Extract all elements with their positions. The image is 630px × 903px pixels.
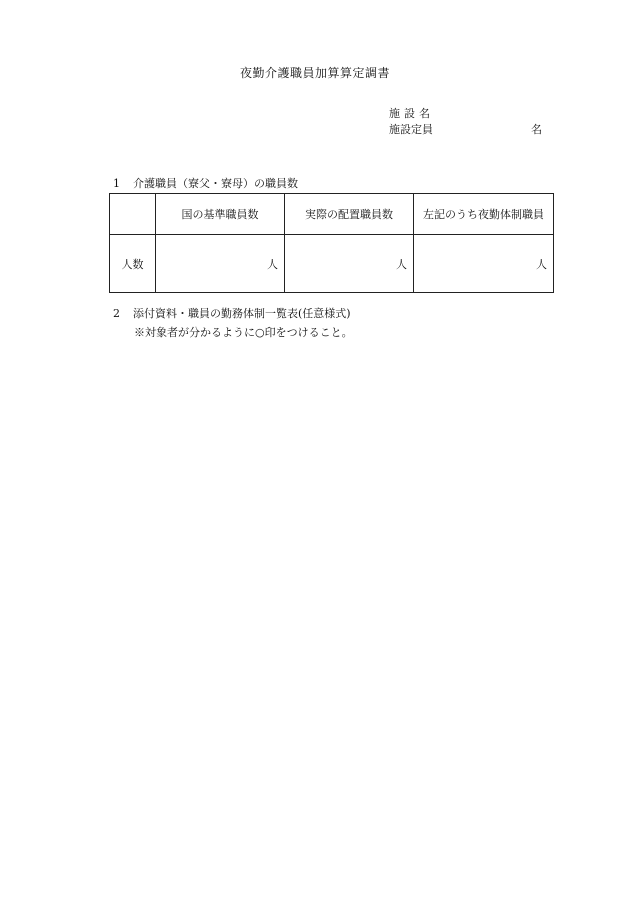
section-1-number: 1 xyxy=(113,177,120,190)
section-2-title: 添付資料・職員の勤務体制一覧表(任意様式) xyxy=(133,307,351,320)
facility-name-label: 施設名 xyxy=(389,107,434,120)
actual-staff-count-cell: 人 xyxy=(285,235,414,293)
section-2-note: ※対象者が分かるように○印をつけること。 xyxy=(134,326,353,339)
facility-capacity-row xyxy=(389,122,549,138)
table-header-night-staff: 左記のうち夜勤体制職員 xyxy=(414,194,554,235)
table-header-national-standard: 国の基準職員数 xyxy=(156,194,285,235)
facility-info xyxy=(389,106,549,138)
facility-capacity-unit: 名 xyxy=(531,123,542,136)
facility-capacity-label: 施設定員 xyxy=(389,123,433,136)
section-1-title: 介護職員（寮父・寮母）の職員数 xyxy=(133,177,298,190)
table-header-actual-staff: 実際の配置職員数 xyxy=(285,194,414,235)
section-2-heading xyxy=(113,305,351,321)
section-1-heading xyxy=(113,175,298,191)
document-title: 夜勤介護職員加算算定調書 xyxy=(239,66,390,80)
staff-count-table xyxy=(109,193,554,293)
national-standard-count-cell: 人 xyxy=(156,235,285,293)
table-row xyxy=(110,235,554,293)
night-staff-count-cell: 人 xyxy=(414,235,554,293)
facility-name-row xyxy=(389,106,549,122)
table-row-label: 人数 xyxy=(110,235,156,293)
table-header-corner xyxy=(110,194,156,235)
section-2-number: 2 xyxy=(113,307,120,320)
table-header-row xyxy=(110,194,554,235)
